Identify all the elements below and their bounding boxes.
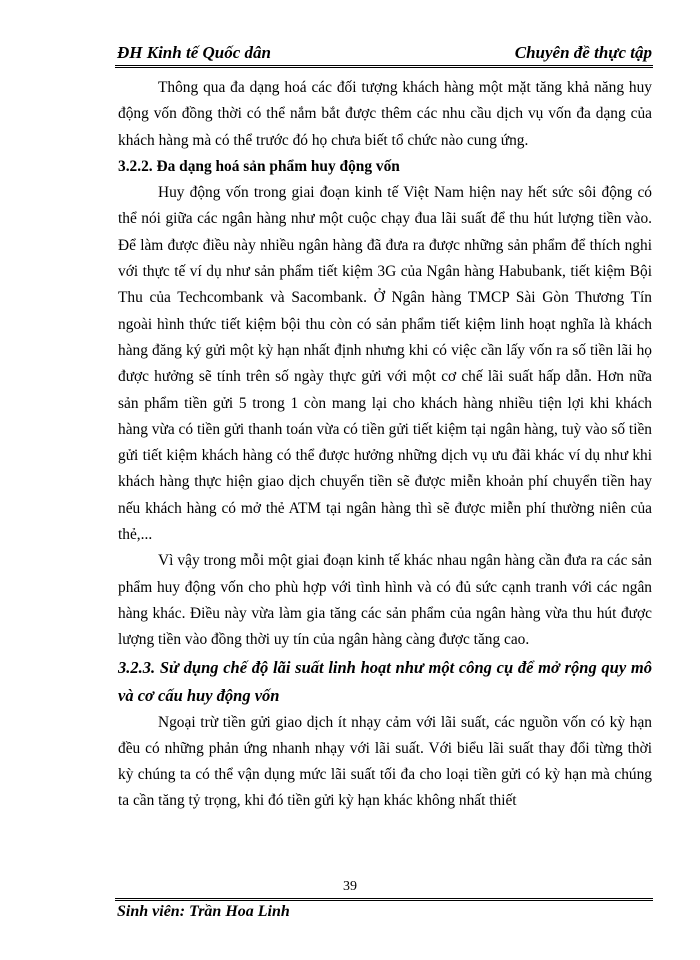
paragraph-diversify-customers: Thông qua đa dạng hoá các đối tượng khách hàng một mặt tăng khả năng huy động vốn đồng thời có thể nắm bắt được thêm các nhu cầu dịch vụ vốn đa dạng của khách hàng mà có thể trước đó họ chưa biết tổ chức nào cung ứng. bbox=[118, 79, 652, 149]
footer-author: Sinh viên: Trần Hoa Linh bbox=[117, 903, 290, 920]
footer-rule bbox=[115, 898, 653, 901]
section-heading-3-2-2: 3.2.2. Đa dạng hoá sản phẩm huy động vốn bbox=[118, 157, 400, 175]
page-header bbox=[117, 41, 652, 65]
paragraph-conclusion: Vì vậy trong mỗi một giai đoạn kinh tế khác nhau ngân hàng cần đưa ra các sản phẩm huy động vốn cho phù hợp với tình hình và có đủ sức cạnh tranh với các ngân hàng khác. Điều này vừa làm gia tăng các sản phẩm của ngân hàng vừa thu hút được lượng tiền vào đồng thời uy tín của ngân hàng càng được tăng cao. bbox=[118, 552, 652, 649]
header-document-type: Chuyên đề thực tập bbox=[514, 43, 652, 62]
page-number: 39 bbox=[343, 879, 357, 894]
header-rule bbox=[115, 65, 653, 68]
paragraph-products: Huy động vốn trong giai đoạn kinh tế Việt Nam hiện nay hết sức sôi động có thể nói giữa các ngân hàng như một cuộc chạy đua lãi suất để thu hút lượng tiền vào. Để làm được điều này nhiều ngân hàng đã đưa ra được những sản phẩm để thích nghi với thực tế ví dụ như sản phẩm tiết kiệm 3G của Ngân hàng Habubank, tiết kiệm Bội Thu của Techcombank và Sacombank. Ở Ngân hàng TMCP Sài Gòn Thương Tín ngoài hình thức tiết kiệm bội thu còn có sản phẩm tiết kiệm linh hoạt nghĩa là khách hàng đăng ký gửi một kỳ hạn nhất định nhưng khi có việc cần lấy vốn ra số tiền lãi họ được hưởng sẽ tính trên số ngày thực gửi với một cơ chế lãi suất hấp dẫn. Hơn nữa sản phẩm tiền gửi 5 trong 1 còn mang lại cho khách hàng nhiều tiện lợi khi khách hàng vừa có tiền gửi thanh toán vừa có tiền gửi tiết kiệm tại ngân hàng, tuỳ vào số tiền gửi tiết kiệm khách hàng có thể được hưởng những dịch vụ ưu đãi khác ví dụ như khi khách hàng thực hiện giao dịch chuyển tiền sẽ được miễn khoản phí chuyển tiền hay nếu khách hàng có mở thẻ ATM tại ngân hàng thì sẽ được miễn phí thường niên của thẻ,... bbox=[118, 184, 652, 544]
paragraph-interest-rate: Ngoại trừ tiền gửi giao dịch ít nhạy cảm với lãi suất, các nguồn vốn có kỳ hạn đều có những phản ứng nhanh nhạy với lãi suất. Với biểu lãi suất thay đổi từng thời kỳ chúng ta có thể vận dụng mức lãi suất tối đa cho loại tiền gửi có kỳ hạn mà chúng ta cần tăng tỷ trọng, khi đó tiền gửi kỳ hạn khác không nhất thiết bbox=[118, 713, 652, 810]
page-body bbox=[118, 75, 652, 815]
header-university: ĐH Kinh tế Quốc dân bbox=[117, 43, 271, 62]
section-heading-3-2-3: 3.2.3. Sử dụng chế độ lãi suất linh hoạt như một công cụ để mở rộng quy mô và cơ cấu huy động vốn bbox=[118, 657, 652, 705]
